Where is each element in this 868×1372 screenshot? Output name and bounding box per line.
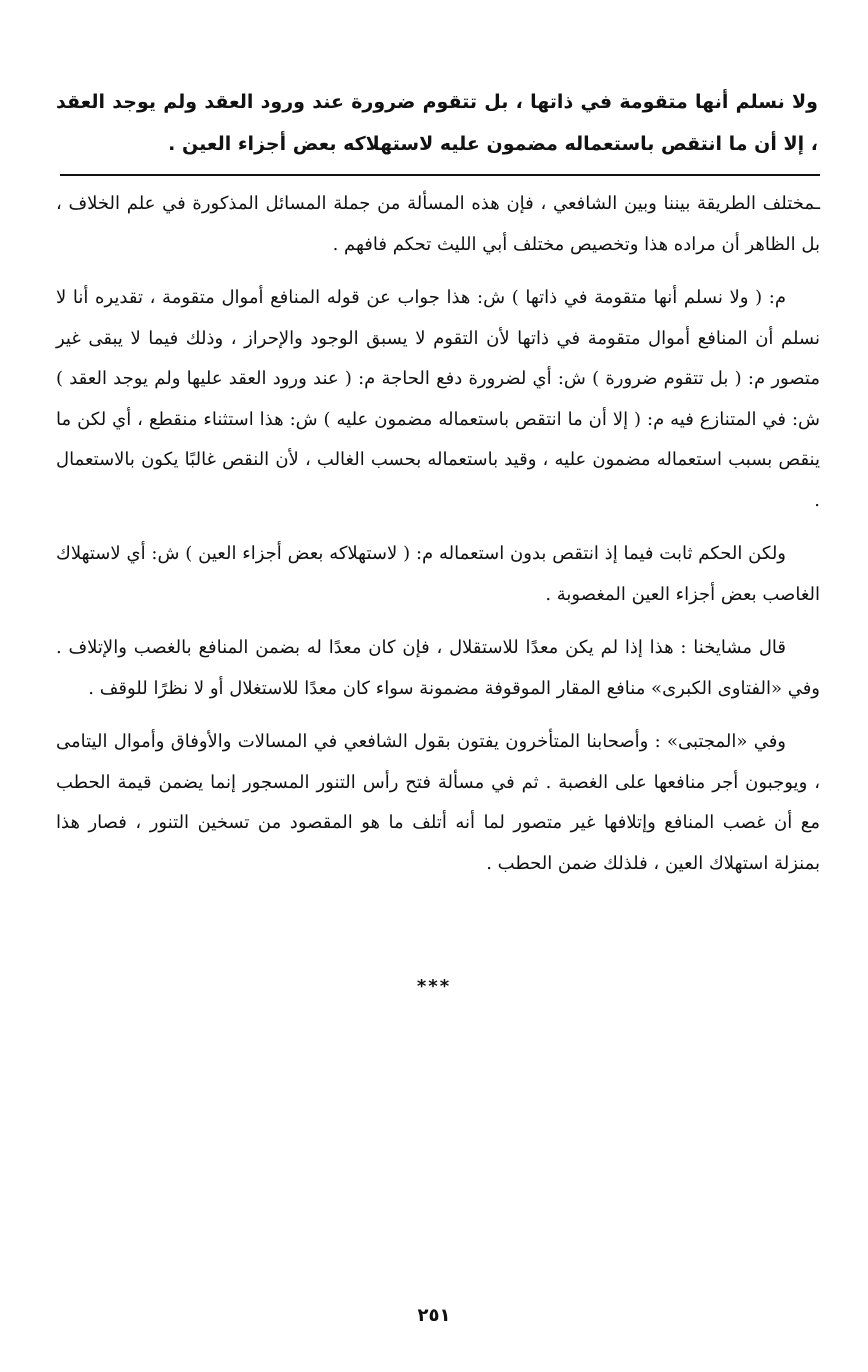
commentary xyxy=(56,184,820,897)
commentary-paragraph: ـمختلف الطريقة بيننا وبين الشافعي ، فإن هذه المسألة من جملة المسائل المذكورة في علم الخلاف ، بل الظاهر أن مراده هذا وتخصيص مختلف أبي الليث تحكم فافهم . xyxy=(56,193,820,255)
commentary-paragraph: ولكن الحكم ثابت فيما إذ انتقص بدون استعماله م: ( لاستهلاكه بعض أجزاء العين ) ش: أي لاستهلاك الغاصب بعض أجزاء العين المغصوبة . xyxy=(56,543,820,605)
matn-text: ولا نسلم أنها متقومة في ذاتها ، بل تتقوم ضرورة عند ورود العقد ولم يوجد العقد ، إلا أن ما انتقص باستعماله مضمون عليه لاستهلاكه بعض أجزاء العين . xyxy=(56,91,818,155)
section-separator: *** xyxy=(416,976,452,997)
page-number: ٢٥١ xyxy=(417,1305,451,1326)
commentary-paragraph: وفي «المجتبى» : وأصحابنا المتأخرون يفتون بقول الشافعي في المسالات والأوفاق وأموال اليتامى ، ويوجبون أجر منافعها على الغصبة . ثم في مسألة فتح رأس التنور المسجور إنما يضمن قيمة الحطب مع أن غصب المنافع وإتلافها غير متصور لما أنه أتلف ما هو المقصود من تسخين التنور ، فصار هذا بمنزلة استهلاك العين ، فلذلك ضمن الحطب . xyxy=(56,731,820,874)
commentary-paragraph: م: ( ولا نسلم أنها متقومة في ذاتها ) ش: هذا جواب عن قوله المنافع أموال متقومة ، تقديره أنا لا نسلم أن المنافع أموال متقومة في ذاتها لأن التقوم لا يسبق الوجود والإحراز ، وذلك فيما لا يبقى غير متصور م: ( بل تتقوم ضرورة ) ش: أي لضرورة دفع الحاجة م: ( عند ورود العقد عليها ولم يوجد العقد ) ش: في المتنازع فيه م: ( إلا أن ما انتقص باستعماله مضمون عليه ) ش: هذا استثناء منقطع ، أي لكن ما ينقص بسبب استعماله مضمون عليه ، وقيد باستعماله بحسب الغالب ، لأن النقص غالبًا يكون بالاستعمال . xyxy=(56,287,820,511)
commentary-paragraph: قال مشايخنا : هذا إذا لم يكن معدًا للاستقلال ، فإن كان معدًا له بضمن المنافع بالغصب والإتلاف . وفي «الفتاوى الكبرى» منافع المقار الموقوفة مضمونة سواء كان معدًا للاستغلال أو لا نظرًا للوقف . xyxy=(56,637,820,699)
footnote-divider xyxy=(60,174,820,176)
